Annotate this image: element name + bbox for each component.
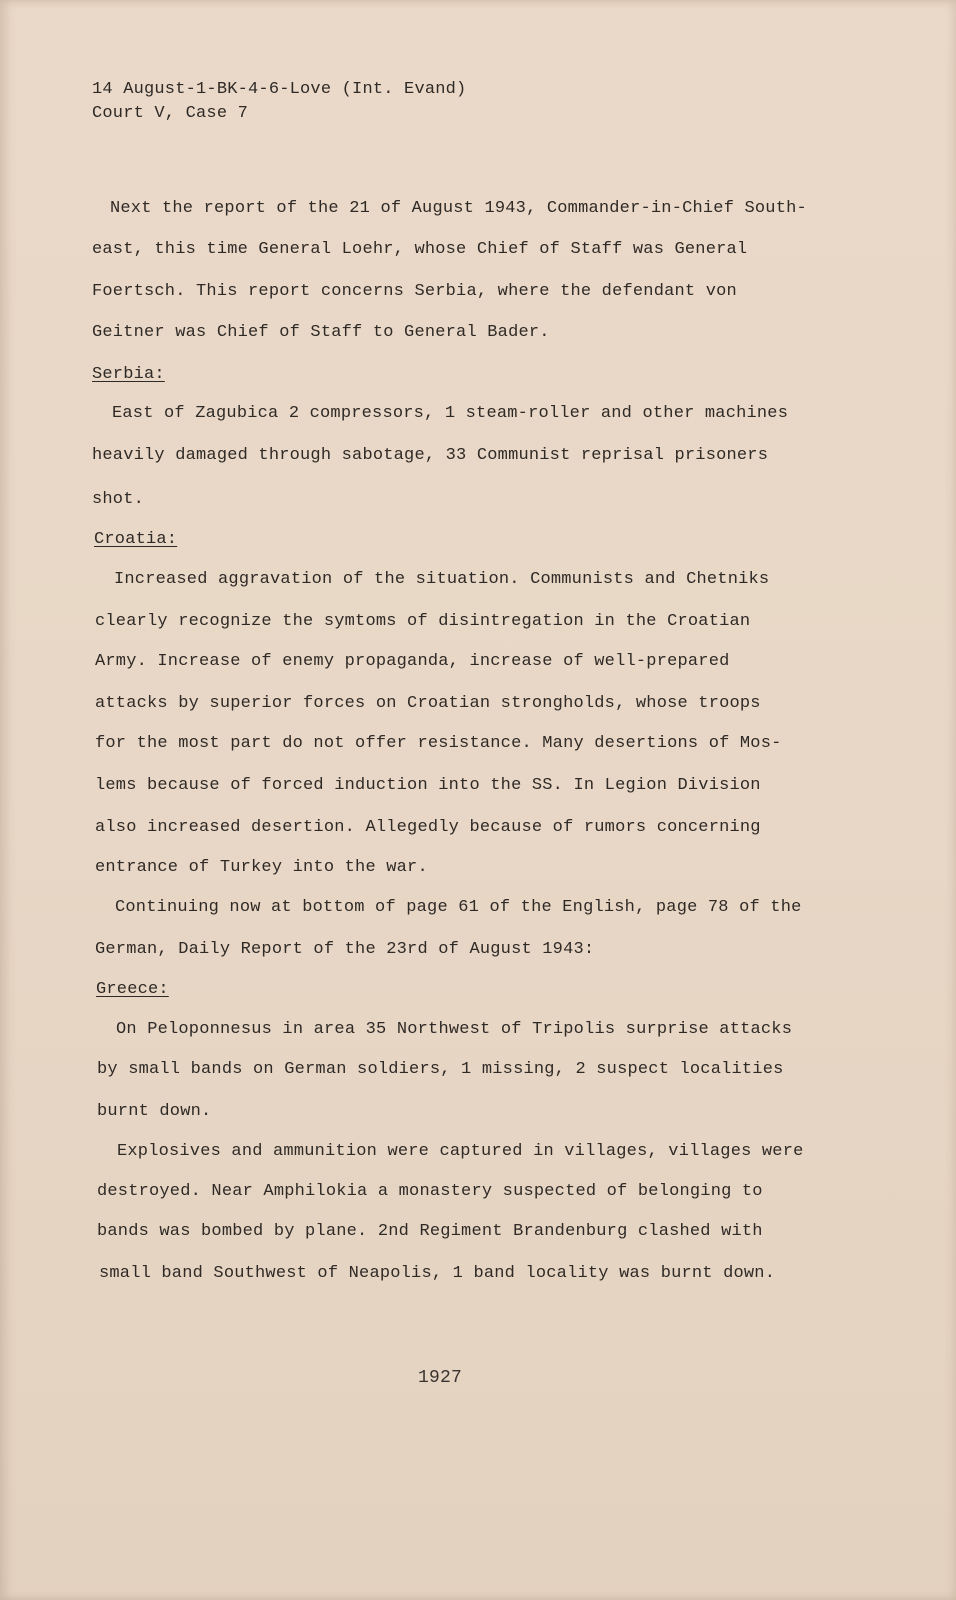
body-line: Foertsch. This report concerns Serbia, where the defendant von [92,282,737,301]
body-line: Next the report of the 21 of August 1943, Commander-in-Chief South- [110,199,807,218]
body-line: Army. Increase of enemy propaganda, increase of well-prepared [95,652,730,671]
body-line: entrance of Turkey into the war. [95,858,428,877]
body-line: Increased aggravation of the situation. Communists and Chetniks [114,570,770,589]
body-line: bands was bombed by plane. 2nd Regiment Brandenburg clashed with [97,1222,763,1241]
body-line: German, Daily Report of the 23rd of August 1943: [95,940,595,959]
body-line: east, this time General Loehr, whose Chief of Staff was General [92,240,748,259]
body-line: Explosives and ammunition were captured in villages, villages were [117,1142,804,1161]
body-line: also increased desertion. Allegedly because of rumors concerning [95,818,761,837]
header-line-1: 14 August-1-BK-4-6-Love (Int. Evand) [92,80,467,99]
body-line: On Peloponnesus in area 35 Northwest of Tripolis surprise attacks [116,1020,793,1039]
body-line: clearly recognize the symtoms of disintregation in the Croatian [95,612,751,631]
body-line: destroyed. Near Amphilokia a monastery suspected of belonging to [97,1182,763,1201]
header-line-2: Court V, Case 7 [92,104,249,123]
body-line: heavily damaged through sabotage, 33 Communist reprisal prisoners [92,446,769,465]
body-line: shot. [92,490,145,509]
body-line: Continuing now at bottom of page 61 of the English, page 78 of the [115,898,802,917]
document-header [92,78,466,126]
body-line: by small bands on German soldiers, 1 missing, 2 suspect localities [97,1060,784,1079]
body-line: small band Southwest of Neapolis, 1 band locality was burnt down. [99,1264,776,1283]
section-heading-croatia: Croatia: [94,530,178,549]
body-line: for the most part do not offer resistance. Many desertions of Mos- [95,734,782,753]
body-line: lems because of forced induction into the SS. In Legion Division [95,776,761,795]
body-line: Geitner was Chief of Staff to General Bader. [92,323,550,342]
body-line: burnt down. [97,1102,212,1121]
section-heading-greece: Greece: [96,980,169,999]
body-line: attacks by superior forces on Croatian strongholds, whose troops [95,694,761,713]
page-number: 1927 [418,1368,463,1388]
body-line: East of Zagubica 2 compressors, 1 steam-roller and other machines [112,404,789,423]
section-heading-serbia: Serbia: [92,365,165,384]
